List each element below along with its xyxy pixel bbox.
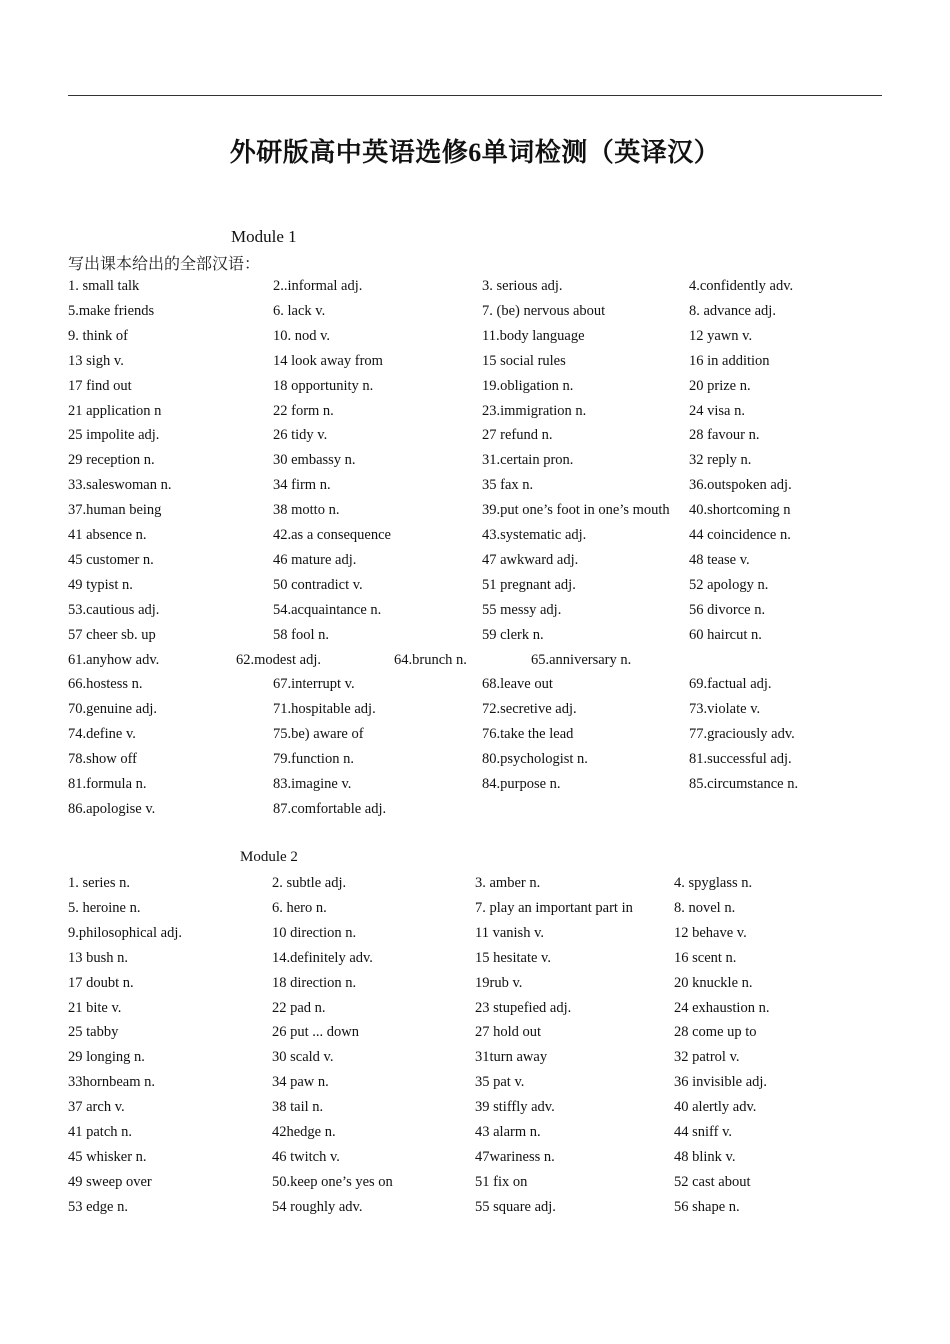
vocab-item: 8. advance adj. <box>689 302 776 319</box>
vocab-item: 12 yawn v. <box>689 327 753 344</box>
word-row <box>0 897 950 919</box>
word-row <box>0 872 950 894</box>
vocab-item: 72.secretive adj. <box>482 701 577 718</box>
vocab-item: 74.define v. <box>68 726 136 743</box>
vocab-item: 23 stupefied adj. <box>475 999 572 1016</box>
word-row <box>0 972 950 994</box>
word-row <box>0 798 950 820</box>
vocab-item: 11 vanish v. <box>475 924 545 941</box>
vocab-item: 46 twitch v. <box>272 1148 340 1165</box>
vocab-item: 33.saleswoman n. <box>68 477 172 494</box>
vocab-item: 69.factual adj. <box>689 676 772 693</box>
vocab-item: 20 prize n. <box>689 377 751 394</box>
vocab-item: 66.hostess n. <box>68 676 143 693</box>
vocab-item: 24 exhaustion n. <box>674 999 770 1016</box>
vocab-item: 10. nod v. <box>273 327 331 344</box>
vocab-item: 7. play an important part in <box>475 899 633 916</box>
word-row <box>0 375 950 397</box>
vocab-item: 37 arch v. <box>68 1099 125 1116</box>
module-2-heading: Module 2 <box>240 849 298 865</box>
vocab-item: 12 behave v. <box>674 924 747 941</box>
vocab-item: 71.hospitable adj. <box>273 701 376 718</box>
vocab-item: 28 come up to <box>674 1024 757 1041</box>
vocab-item: 17 doubt n. <box>68 974 134 991</box>
word-row <box>0 723 950 745</box>
vocab-item: 55 messy adj. <box>482 601 562 618</box>
vocab-item: 62.modest adj. <box>236 651 321 668</box>
vocab-item: 25 tabby <box>68 1024 119 1041</box>
word-row <box>0 748 950 770</box>
vocab-item: 22 pad n. <box>272 999 326 1016</box>
vocab-item: 73.violate v. <box>689 701 761 718</box>
vocab-item: 40.shortcoming n <box>689 502 791 519</box>
word-row <box>0 1196 950 1218</box>
vocab-item: 39.put one’s foot in one’s mouth <box>482 502 670 519</box>
vocab-item: 48 tease v. <box>689 551 750 568</box>
vocab-item: 33hornbeam n. <box>68 1074 155 1091</box>
word-row <box>0 922 950 944</box>
word-row <box>0 424 950 446</box>
vocab-item: 75.be) aware of <box>273 726 364 743</box>
vocab-item: 55 square adj. <box>475 1198 556 1215</box>
word-row <box>0 1146 950 1168</box>
word-row <box>0 947 950 969</box>
vocab-item: 1. series n. <box>68 875 131 891</box>
word-row <box>0 549 950 571</box>
vocab-item: 11.body language <box>482 327 585 344</box>
vocab-item: 37.human being <box>68 502 162 519</box>
vocab-item: 3. amber n. <box>475 875 541 891</box>
vocab-item: 68.leave out <box>482 676 553 693</box>
vocab-item: 47wariness n. <box>475 1148 555 1165</box>
vocab-item: 85.circumstance n. <box>689 776 799 792</box>
vocab-item: 46 mature adj. <box>273 551 357 568</box>
header-rule <box>68 95 882 96</box>
vocab-item: 23.immigration n. <box>482 402 587 419</box>
vocab-item: 2..informal adj. <box>273 278 363 294</box>
vocab-item: 26 tidy v. <box>273 427 328 444</box>
vocab-item: 53.cautious adj. <box>68 601 160 618</box>
word-row <box>0 1021 950 1043</box>
vocab-item: 50 contradict v. <box>273 576 363 593</box>
word-row <box>0 599 950 621</box>
vocab-item: 49 typist n. <box>68 576 133 593</box>
vocab-item: 44 sniff v. <box>674 1124 732 1140</box>
word-row <box>0 574 950 596</box>
instruction-text: 写出课本给出的全部汉语： <box>68 256 261 273</box>
vocab-item: 64.brunch n. <box>394 651 467 668</box>
vocab-item: 78.show off <box>68 751 138 768</box>
vocab-item: 18 direction n. <box>272 974 357 991</box>
vocab-item: 21 bite v. <box>68 999 122 1016</box>
vocab-item: 4.confidently adv. <box>689 278 794 294</box>
vocab-item: 54 roughly adv. <box>272 1198 363 1215</box>
vocab-item: 79.function n. <box>273 751 354 768</box>
vocab-item: 77.graciously adv. <box>689 726 795 743</box>
vocab-item: 61.anyhow adv. <box>68 651 160 668</box>
vocab-item: 9.philosophical adj. <box>68 924 182 941</box>
word-row <box>0 524 950 546</box>
vocab-item: 56 divorce n. <box>689 601 766 618</box>
vocab-item: 20 knuckle n. <box>674 974 753 991</box>
vocab-item: 5.make friends <box>68 302 155 319</box>
vocab-item: 86.apologise v. <box>68 800 156 817</box>
vocab-item: 26 put ... down <box>272 1024 359 1041</box>
vocab-item: 51 fix on <box>475 1173 528 1190</box>
vocab-item: 32 patrol v. <box>674 1049 740 1066</box>
vocab-item: 80.psychologist n. <box>482 751 588 768</box>
vocab-item: 65.anniversary n. <box>531 651 632 668</box>
vocab-item: 54.acquaintance n. <box>273 601 382 618</box>
vocab-item: 49 sweep over <box>68 1173 152 1190</box>
vocab-item: 15 hesitate v. <box>475 949 551 966</box>
vocab-item: 24 visa n. <box>689 402 745 419</box>
vocab-item: 84.purpose n. <box>482 776 561 792</box>
vocab-item: 31.certain pron. <box>482 452 574 469</box>
vocab-item: 36.outspoken adj. <box>689 477 792 494</box>
vocab-item: 27 hold out <box>475 1024 542 1041</box>
vocab-item: 44 coincidence n. <box>689 527 791 543</box>
vocab-item: 14.definitely adv. <box>272 949 373 966</box>
vocab-item: 19.obligation n. <box>482 377 574 394</box>
word-row <box>0 325 950 347</box>
vocab-item: 30 embassy n. <box>273 452 356 469</box>
vocab-item: 36 invisible adj. <box>674 1074 768 1091</box>
vocab-item: 1. small talk <box>68 278 140 294</box>
vocab-item: 38 motto n. <box>273 502 340 519</box>
vocab-item: 47 awkward adj. <box>482 551 579 568</box>
word-row <box>0 773 950 795</box>
vocab-item: 3. serious adj. <box>482 278 563 294</box>
vocab-item: 48 blink v. <box>674 1148 736 1165</box>
vocab-item: 5. heroine n. <box>68 899 141 916</box>
word-row <box>0 449 950 471</box>
vocab-item: 58 fool n. <box>273 626 329 643</box>
vocab-item: 2. subtle adj. <box>272 875 347 891</box>
word-row <box>0 1121 950 1143</box>
vocab-item: 51 pregnant adj. <box>482 576 576 593</box>
vocab-item: 76.take the lead <box>482 726 574 743</box>
vocab-item: 67.interrupt v. <box>273 676 355 693</box>
vocab-item: 14 look away from <box>273 352 383 369</box>
vocab-item: 15 social rules <box>482 352 566 369</box>
word-row <box>0 698 950 720</box>
vocab-item: 59 clerk n. <box>482 626 544 643</box>
vocab-item: 31turn away <box>475 1049 548 1066</box>
vocab-item: 13 sigh v. <box>68 352 124 369</box>
vocab-item: 39 stiffly adv. <box>475 1099 555 1116</box>
vocab-item: 28 favour n. <box>689 427 760 444</box>
vocab-item: 16 in addition <box>689 352 770 369</box>
vocab-item: 4. spyglass n. <box>674 875 753 891</box>
vocab-item: 41 patch n. <box>68 1124 133 1140</box>
vocab-item: 81.successful adj. <box>689 751 792 768</box>
word-row <box>0 1046 950 1068</box>
vocab-item: 53 edge n. <box>68 1198 128 1215</box>
word-row <box>0 400 950 422</box>
vocab-item: 35 fax n. <box>482 477 534 494</box>
vocab-item: 56 shape n. <box>674 1198 740 1215</box>
vocab-item: 40 alertly adv. <box>674 1099 757 1116</box>
vocab-item: 45 customer n. <box>68 551 154 568</box>
word-row <box>0 275 950 297</box>
vocab-item: 16 scent n. <box>674 949 737 966</box>
vocab-item: 8. novel n. <box>674 899 736 916</box>
vocab-item: 25 impolite adj. <box>68 427 160 444</box>
vocab-item: 34 paw n. <box>272 1074 329 1091</box>
word-row <box>0 499 950 521</box>
word-row <box>0 474 950 496</box>
vocab-item: 19rub v. <box>475 974 523 991</box>
vocab-item: 52 apology n. <box>689 576 769 593</box>
page-title: 外研版高中英语选修6单词检测（英译汉） <box>229 138 721 167</box>
vocab-item: 87.comfortable adj. <box>273 800 387 817</box>
word-row <box>0 1096 950 1118</box>
vocab-item: 9. think of <box>68 327 129 344</box>
vocab-item: 18 opportunity n. <box>273 377 374 394</box>
vocab-item: 21 application n <box>68 402 162 419</box>
vocab-item: 6. lack v. <box>273 302 326 319</box>
word-row <box>0 1171 950 1193</box>
vocab-item: 43.systematic adj. <box>482 527 587 543</box>
vocab-item: 81.formula n. <box>68 776 147 792</box>
word-row <box>0 1071 950 1093</box>
vocab-item: 41 absence n. <box>68 527 147 543</box>
vocab-item: 57 cheer sb. up <box>68 626 156 643</box>
vocab-item: 43 alarm n. <box>475 1124 541 1140</box>
word-row <box>0 624 950 646</box>
vocab-item: 32 reply n. <box>689 452 752 469</box>
vocab-item: 42hedge n. <box>272 1124 336 1140</box>
vocab-item: 42.as a consequence <box>273 527 391 543</box>
vocab-item: 7. (be) nervous about <box>482 302 606 319</box>
vocab-item: 45 whisker n. <box>68 1148 147 1165</box>
vocab-item: 35 pat v. <box>475 1074 525 1091</box>
vocab-item: 10 direction n. <box>272 924 357 941</box>
word-row <box>0 300 950 322</box>
word-row <box>0 649 950 671</box>
vocab-item: 6. hero n. <box>272 899 327 916</box>
word-row <box>0 350 950 372</box>
vocab-item: 17 find out <box>68 377 132 394</box>
vocab-item: 27 refund n. <box>482 427 553 444</box>
vocab-item: 22 form n. <box>273 402 334 419</box>
vocab-item: 29 longing n. <box>68 1049 145 1066</box>
vocab-item: 60 haircut n. <box>689 626 762 643</box>
vocab-item: 13 bush n. <box>68 949 129 966</box>
vocab-item: 50.keep one’s yes on <box>272 1173 393 1190</box>
vocab-item: 38 tail n. <box>272 1099 324 1116</box>
vocab-item: 29 reception n. <box>68 452 155 469</box>
vocab-item: 30 scald v. <box>272 1049 334 1066</box>
vocab-item: 34 firm n. <box>273 477 331 494</box>
word-row <box>0 673 950 695</box>
vocab-item: 83.imagine v. <box>273 776 352 792</box>
vocab-item: 70.genuine adj. <box>68 701 157 718</box>
word-row <box>0 997 950 1019</box>
vocab-item: 52 cast about <box>674 1173 751 1190</box>
module-1-heading: Module 1 <box>231 227 297 246</box>
